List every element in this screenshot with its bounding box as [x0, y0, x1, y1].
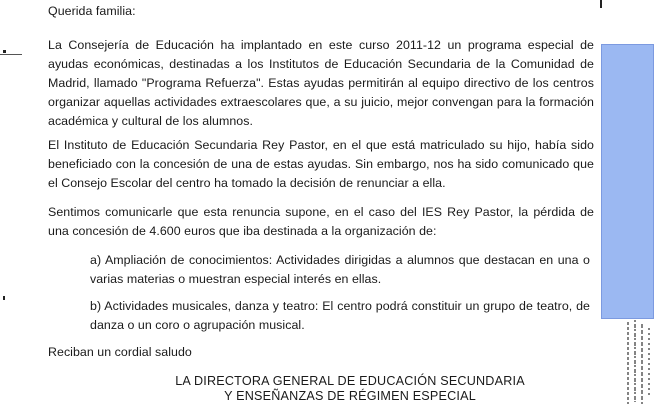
scan-speck: [3, 296, 5, 300]
scan-line: [0, 54, 22, 55]
paragraph-program-announcement: La Consejería de Educación ha implantado en este curso 2011-12 un programa especial de ayudas económicas, destinadas a los Institutos de Educación Secundaria de la Comunidad de Madrid, llamado "Programa Refuerza". Estas ayudas permitirán al equipo directivo de los centros organizar aquellas actividades extraescolares que, a su juicio, mejor convengan para la formación académica y cultural de los alumnos.: [48, 38, 594, 128]
stamp-scribble-icon: [620, 318, 660, 406]
vertical-stamp-text: [620, 318, 660, 406]
signature-title-line-2: Y ENSEÑANZAS DE RÉGIMEN ESPECIAL: [224, 389, 476, 403]
redaction-box: [601, 44, 654, 319]
signature-title-line-1: LA DIRECTORA GENERAL DE EDUCACIÓN SECUNDARIA: [175, 374, 525, 388]
list-item-knowledge-expansion: a) Ampliación de conocimientos: Actividades dirigidas a alumnos que destacan en una o varias materias o muestran especial interés en ellas.: [90, 253, 590, 286]
paragraph-funding-loss: Sentimos comunicarle que esta renuncia supone, en el caso del IES Rey Pastor, la pérdida de una concesión de 4.600 euros que iba destinada a la organización de:: [48, 205, 594, 238]
list-item-music-dance-theatre: b) Actividades musicales, danza y teatro: El centro podrá constituir un grupo de teatro, de danza o un coro o agrupación musical.: [90, 299, 590, 332]
closing-greeting: Reciban un cordial saludo: [48, 345, 192, 359]
signature-block: [170, 374, 530, 404]
salutation: Querida familia:: [48, 4, 136, 18]
scan-speck: [3, 50, 6, 53]
paragraph-school-renunciation: El Instituto de Educación Secundaria Rey Pastor, en el que está matriculado su hijo, había sido beneficiado con la concesión de una de estas ayudas. Sin embargo, nos ha sido comunicado que el Consejo Escolar del centro ha tomado la decisión de renunciar a ella.: [48, 138, 594, 190]
scan-tick: [600, 0, 602, 8]
